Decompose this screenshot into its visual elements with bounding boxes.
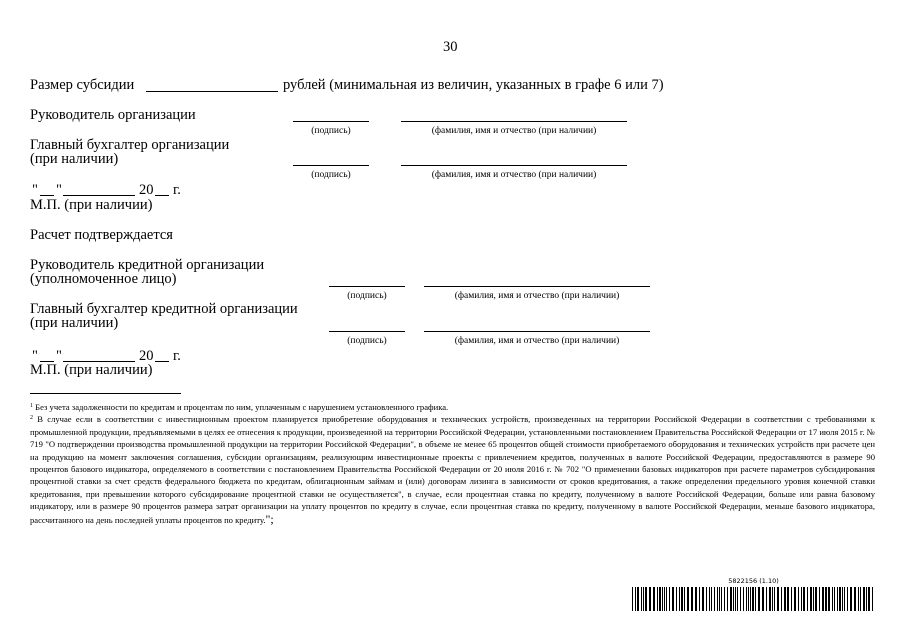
barcode-bar [762,587,764,611]
credit-head-signature-caption: (подпись) [347,291,387,301]
credit-accountant-signature-caption: (подпись) [347,336,387,346]
barcode-bar [735,587,736,611]
org-head-label: Руководитель организации [30,107,196,123]
barcode-bar [787,587,789,611]
footnote-2-text: В случае если в соответствии с инвестиционным проектом планируется приобретение оборудования и технических устройств, произведенных на территории Российской Федерации в соответствии с требованиями к промышленной продукции, предъявляемыми в целях ее отнесения к продукции, произведенной на территории Российской Федерации, установленными постановлением Правительства Российской Федерации от 17 июля 2015 г. № 719 "О подтверждении производства промышленной продукции на территории Российской Федерации", в объеме не менее 65 процентов общей стоимости приобретаемого оборудования и технических устройств при расчете цен на продукцию на момент заключения соглашения, субсидии организациям, реализующим инвестиционные проекты с привлечением кредитов, полученных в валюте Российской Федерации, предоставляются в размере 90 процентов базового индикатора, определяемого в соответствии с постановлением Правительства Российской Федерации от 20 июля 2016 г. № 702 "О применении базовых индикаторов при расчете параметров субсидирования процентной ставки за счет средств федерального бюджета по кредитам, облигационным займам и (или) договорам лизинга в зависимости от сроков кредитования, а также определении предельного уровня конечной ставки кредитования, при превышении которого субсидирование процентной ставки не осуществляется", в случае, если процентная ставка по кредиту, полученному в валюте Российской Федерации, больше или равна базовому индикатору, или в размере 90 процентов размера затрат организации на уплату процентов по кредиту в случае, если процентная ставка по кредиту, полученному в валюте Российской Федерации, меньше базового индикатора, рассчитанного на день последней уплаты процентов по кредиту. [30,414,875,525]
barcode-bar [743,587,744,611]
barcode-bar [863,587,865,611]
subsidy-amount-blank [146,91,278,92]
barcode-bar [657,587,658,611]
barcode-bar [737,587,738,611]
org-head-signature-line [293,121,369,122]
credit-date-suffix: г. [173,348,181,364]
barcode-bar [850,587,852,611]
footnote-2 [30,413,875,526]
barcode-bar [699,587,700,611]
org-head-name-caption: (фамилия, имя и отчество (при наличии) [431,126,597,136]
subsidy-label: Размер субсидии [30,77,135,93]
barcode [632,578,875,612]
org-date-day-blank [40,195,54,196]
barcode-bar [717,587,718,611]
barcode-bar [791,587,792,611]
org-date-suffix: г. [173,182,181,198]
barcode-bar [832,587,833,611]
credit-head-name-caption: (фамилия, имя и отчество (при наличии) [454,291,620,301]
barcode-bar [691,587,693,611]
barcode-bar [740,587,741,611]
barcode-bar [784,587,786,611]
credit-head-label: Руководитель кредитной организации [30,257,265,273]
barcode-bar [825,587,827,611]
barcode-bar [750,587,751,611]
barcode-bar [781,587,782,611]
barcode-bar [860,587,861,611]
barcode-bar [653,587,655,611]
org-accountant-name-line [401,165,627,166]
footnote-1-text: Без учета задолженности по кредитам и процентам по ним, уплаченным с нарушением установленного графика. [35,402,449,412]
barcode-bar [695,587,697,611]
barcode-bar [676,587,677,611]
credit-head-name-line [424,286,650,287]
barcode-bar [711,587,712,611]
org-head-signature-caption: (подпись) [311,126,351,136]
org-accountant-signature-caption: (подпись) [311,170,351,180]
barcode-bar [872,587,873,611]
barcode-bar [666,587,667,611]
barcode-bar [866,587,867,611]
barcode-bar [664,587,665,611]
barcode-bar [837,587,838,611]
barcode-bar [801,587,802,611]
barcode-bar [822,587,824,611]
subsidy-suffix: рублей (минимальная из величин, указанных в графе 6 или 7) [283,77,664,93]
barcode-bar [645,587,647,611]
barcode-bar [798,587,799,611]
barcode-bar [706,587,707,611]
barcode-bar [810,587,812,611]
barcode-bar [641,587,642,611]
barcode-bar [672,587,674,611]
confirm-label: Расчет подтверждается [30,227,173,243]
barcode-bar [842,587,843,611]
org-date-open-quote: " [32,182,38,198]
credit-date-open-quote: " [32,348,38,364]
footnotes [30,401,875,526]
barcode-bar [733,587,734,611]
barcode-bar [632,587,633,611]
barcode-bar [844,587,845,611]
credit-head-signature-line [329,286,405,287]
barcode-bar [758,587,760,611]
barcode-bar [813,587,814,611]
org-accountant-label: Главный бухгалтер организации [30,137,230,153]
org-date-close-quote: " [56,182,62,198]
barcode-bar [803,587,805,611]
barcode-bar [748,587,749,611]
org-accountant-name-caption: (фамилия, имя и отчество (при наличии) [431,170,597,180]
barcode-bar [721,587,722,611]
barcode-bar [766,587,767,611]
barcode-bar [858,587,859,611]
credit-head-label-note: (уполномоченное лицо) [30,271,177,287]
org-accountant-signature-line [293,165,369,166]
barcode-bar [815,587,817,611]
barcode-bar [679,587,680,611]
barcode-bar [777,587,779,611]
credit-accountant-signature-line [329,331,405,332]
credit-accountant-label-note: (при наличии) [30,315,119,331]
barcode-bar [684,587,685,611]
barcode-bar [719,587,720,611]
barcode-bar [834,587,835,611]
barcode-bar [847,587,848,611]
footnote-1-mark: 1 [30,403,33,409]
barcode-bar [635,587,636,611]
page-number: 30 [443,39,458,55]
barcode-bar [662,587,663,611]
credit-date-year-blank [155,361,169,362]
credit-accountant-label: Главный бухгалтер кредитной организации [30,301,298,317]
barcode-bar [755,587,756,611]
org-head-name-line [401,121,627,122]
barcode-bar [746,587,747,611]
barcode-bar [702,587,704,611]
barcode-bar [659,587,661,611]
footnote-2-close: "; [265,511,274,526]
credit-accountant-name-line [424,331,650,332]
barcode-bar [681,587,683,611]
barcode-bars-icon [632,587,875,611]
org-stamp-label: М.П. (при наличии) [30,197,153,213]
barcode-bar [772,587,773,611]
barcode-bar [828,587,830,611]
barcode-number: 5822156 (1.10) [728,577,779,585]
org-date-month-blank [63,195,135,196]
barcode-bar [819,587,820,611]
barcode-bar [643,587,644,611]
barcode-bar [724,587,725,611]
barcode-bar [868,587,870,611]
credit-date-close-quote: " [56,348,62,364]
barcode-bar [637,587,639,611]
barcode-bar [730,587,732,611]
barcode-bar [854,587,856,611]
credit-stamp-label: М.П. (при наличии) [30,362,153,378]
barcode-bar [769,587,771,611]
credit-accountant-name-caption: (фамилия, имя и отчество (при наличии) [454,336,620,346]
barcode-bar [794,587,796,611]
barcode-bar [687,587,689,611]
footnote-1 [30,401,875,413]
credit-date-year: 20 [139,348,154,364]
barcode-bar [649,587,651,611]
org-date-year-blank [155,195,169,196]
barcode-bar [669,587,670,611]
barcode-bar [839,587,841,611]
barcode-bar [807,587,808,611]
barcode-bar [774,587,775,611]
org-date-year: 20 [139,182,154,198]
barcode-bar [709,587,710,611]
footnote-separator [30,393,181,394]
barcode-bar [752,587,754,611]
barcode-bar [727,587,728,611]
barcode-bar [714,587,715,611]
org-accountant-label-note: (при наличии) [30,151,119,167]
footnote-2-mark: 2 [30,415,33,422]
